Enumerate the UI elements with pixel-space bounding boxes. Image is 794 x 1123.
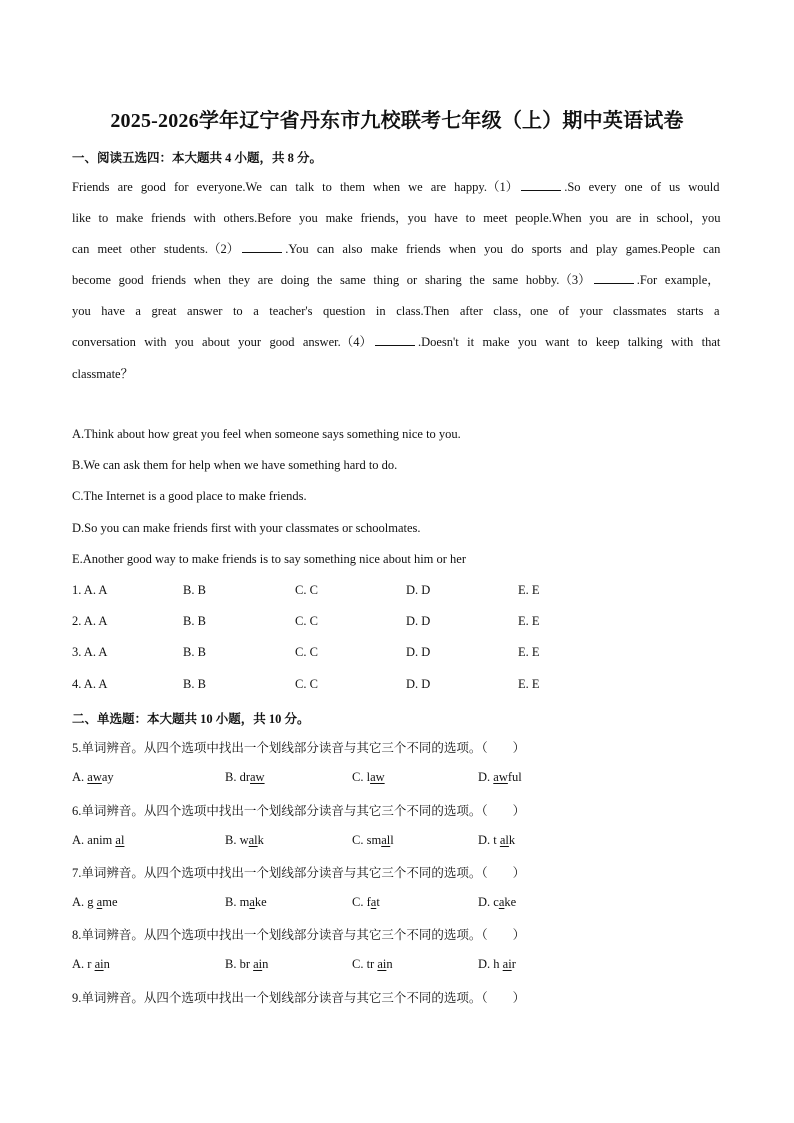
answer-blank[interactable] — [594, 271, 634, 284]
question-option[interactable] — [225, 957, 268, 972]
answer-choice[interactable]: E. E — [518, 614, 540, 628]
option-prefix: D. — [478, 770, 494, 784]
section-heading-reading: 一、阅读五选四：本大题共 4 小题，共 8 分。 — [72, 151, 323, 165]
underlined-letters: a — [498, 895, 505, 909]
option-suffix: ay — [101, 770, 114, 784]
page-title: 2025-2026学年辽宁省丹东市九校联考七年级（上）期中英语试卷 — [110, 110, 684, 132]
passage-line — [72, 177, 719, 195]
underlined-letters: al — [381, 833, 391, 847]
reading-option: A.Think about how great you feel when someone says something nice to you. — [72, 427, 461, 441]
question-options — [72, 770, 672, 786]
option-suffix: l — [390, 833, 394, 847]
passage-text: Friends are good for everyone.We can talk to them when we are happy.（1） — [72, 180, 519, 194]
question-option[interactable] — [352, 833, 394, 848]
answer-choice[interactable]: D. D — [406, 645, 431, 659]
option-prefix: B. br — [225, 957, 254, 971]
passage-line — [72, 270, 720, 288]
answer-choice[interactable]: D. D — [406, 583, 431, 597]
question-option[interactable] — [72, 770, 114, 785]
answer-choice[interactable]: E. E — [518, 583, 540, 597]
question-option[interactable] — [225, 895, 267, 910]
question-stem: 8.单词辨音。从四个选项中找出一个划线部分读音与其它三个不同的选项。（ ） — [72, 928, 526, 942]
underlined-letters: al — [499, 833, 509, 847]
underlined-letters: ai — [94, 957, 104, 971]
answer-row — [72, 614, 672, 630]
option-prefix: D. t — [478, 833, 500, 847]
reading-option: E.Another good way to make friends is to say something nice about him or her — [72, 552, 467, 566]
answer-choice[interactable]: 1. A. A — [72, 583, 108, 597]
underlined-letters: a — [249, 895, 255, 909]
question-option[interactable] — [478, 957, 516, 972]
passage-line — [72, 239, 720, 257]
underlined-letters: aw — [87, 770, 102, 784]
option-suffix: ke — [254, 895, 267, 909]
passage-text: become good friends when they are doing the same thing or sharing the same hobby.（3） — [72, 273, 591, 287]
question-stem: 9.单词辨音。从四个选项中找出一个划线部分读音与其它三个不同的选项。（ ） — [72, 991, 526, 1005]
passage-line — [72, 301, 720, 319]
option-suffix: ke — [504, 895, 517, 909]
option-suffix: k — [257, 833, 264, 847]
answer-row — [72, 645, 672, 661]
underlined-letters: a — [96, 895, 103, 909]
question-stem: 6.单词辨音。从四个选项中找出一个划线部分读音与其它三个不同的选项。（ ） — [72, 804, 526, 818]
passage-line — [72, 332, 720, 350]
answer-choice[interactable]: C. C — [295, 645, 318, 659]
question-options — [72, 957, 672, 973]
passage-text: .For example， — [636, 273, 720, 287]
option-suffix: me — [102, 895, 118, 909]
question-options — [72, 833, 672, 849]
option-prefix: A. r — [72, 957, 95, 971]
answer-choice[interactable]: C. C — [295, 677, 318, 691]
option-prefix: B. dr — [225, 770, 250, 784]
answer-choice[interactable]: D. D — [406, 614, 431, 628]
underlined-letters: aw — [493, 770, 508, 784]
option-suffix: ful — [507, 770, 522, 784]
underlined-letters: ai — [377, 957, 387, 971]
passage-line — [72, 208, 720, 226]
answer-blank[interactable] — [242, 240, 282, 253]
answer-choice[interactable]: B. B — [183, 583, 206, 597]
answer-blank[interactable] — [375, 333, 415, 346]
passage-text: .So every one of us would — [564, 180, 720, 194]
option-prefix: C. f — [352, 895, 371, 909]
answer-choice[interactable]: B. B — [183, 677, 206, 691]
reading-option: C.The Internet is a good place to make friends. — [72, 489, 307, 503]
option-prefix: D. h — [478, 957, 503, 971]
underlined-letters: aw — [370, 770, 385, 784]
option-prefix: D. c — [478, 895, 499, 909]
question-option[interactable] — [478, 770, 522, 785]
question-option[interactable] — [478, 833, 515, 848]
passage-text: classmate？ — [72, 367, 134, 381]
answer-blank[interactable] — [521, 178, 561, 191]
question-option[interactable] — [72, 895, 118, 910]
answer-choice[interactable]: 4. A. A — [72, 677, 108, 691]
option-prefix: C. l — [352, 770, 371, 784]
question-option[interactable] — [72, 833, 124, 848]
reading-option: D.So you can make friends first with your classmates or schoolmates. — [72, 521, 421, 535]
underlined-letters: a — [370, 895, 377, 909]
answer-choice[interactable]: 3. A. A — [72, 645, 108, 659]
answer-row — [72, 677, 672, 693]
option-suffix: n — [103, 957, 110, 971]
option-prefix: A. — [72, 770, 88, 784]
passage-text: .Doesn't it make you want to keep talking with that — [417, 335, 721, 349]
option-prefix: C. tr — [352, 957, 378, 971]
question-option[interactable] — [225, 770, 265, 785]
option-prefix: A. g — [72, 895, 97, 909]
option-suffix: n — [262, 957, 269, 971]
question-options — [72, 895, 672, 911]
option-prefix: B. w — [225, 833, 249, 847]
option-prefix: C. sm — [352, 833, 382, 847]
underlined-letters: al — [115, 833, 125, 847]
question-stem: 7.单词辨音。从四个选项中找出一个划线部分读音与其它三个不同的选项。（ ） — [72, 866, 526, 880]
question-option[interactable] — [225, 833, 264, 848]
answer-choice[interactable]: C. C — [295, 583, 318, 597]
option-prefix: A. anim — [72, 833, 116, 847]
option-prefix: B. m — [225, 895, 250, 909]
option-suffix: r — [511, 957, 516, 971]
question-option[interactable] — [352, 895, 380, 910]
section-heading-single-choice: 二、单选题：本大题共 10 小题，共 10 分。 — [72, 712, 310, 726]
question-option[interactable] — [352, 770, 385, 785]
answer-choice[interactable]: B. B — [183, 645, 206, 659]
underlined-letters: al — [248, 833, 258, 847]
answer-choice[interactable]: E. E — [518, 645, 540, 659]
reading-option: B.We can ask them for help when we have something hard to do. — [72, 458, 398, 472]
question-option[interactable] — [72, 957, 110, 972]
answer-choice[interactable]: D. D — [406, 677, 431, 691]
underlined-letters: ai — [502, 957, 512, 971]
passage-text: you have a great answer to a teacher's question in class.Then after class，one of your classmates starts a — [72, 304, 720, 318]
answer-choice[interactable]: E. E — [518, 677, 540, 691]
option-suffix: t — [376, 895, 380, 909]
passage-text: .You can also make friends when you do sports and play games.People can — [285, 242, 721, 256]
passage-text: conversation with you about your good answer.（4） — [72, 335, 372, 349]
underlined-letters: aw — [250, 770, 265, 784]
underlined-letters: ai — [253, 957, 263, 971]
answer-row — [72, 583, 672, 599]
passage-text: like to make friends with others.Before you make friends，you have to meet people.When you are in school，you — [72, 211, 721, 225]
passage-line — [72, 364, 133, 382]
option-suffix: k — [508, 833, 516, 847]
answer-choice[interactable]: 2. A. A — [72, 614, 108, 628]
question-option[interactable] — [352, 957, 393, 972]
question-stem: 5.单词辨音。从四个选项中找出一个划线部分读音与其它三个不同的选项。（ ） — [72, 741, 526, 755]
passage-text: can meet other students.（2） — [72, 242, 240, 256]
question-option[interactable] — [478, 895, 516, 910]
option-suffix: n — [386, 957, 393, 971]
answer-choice[interactable]: C. C — [295, 614, 318, 628]
answer-choice[interactable]: B. B — [183, 614, 206, 628]
